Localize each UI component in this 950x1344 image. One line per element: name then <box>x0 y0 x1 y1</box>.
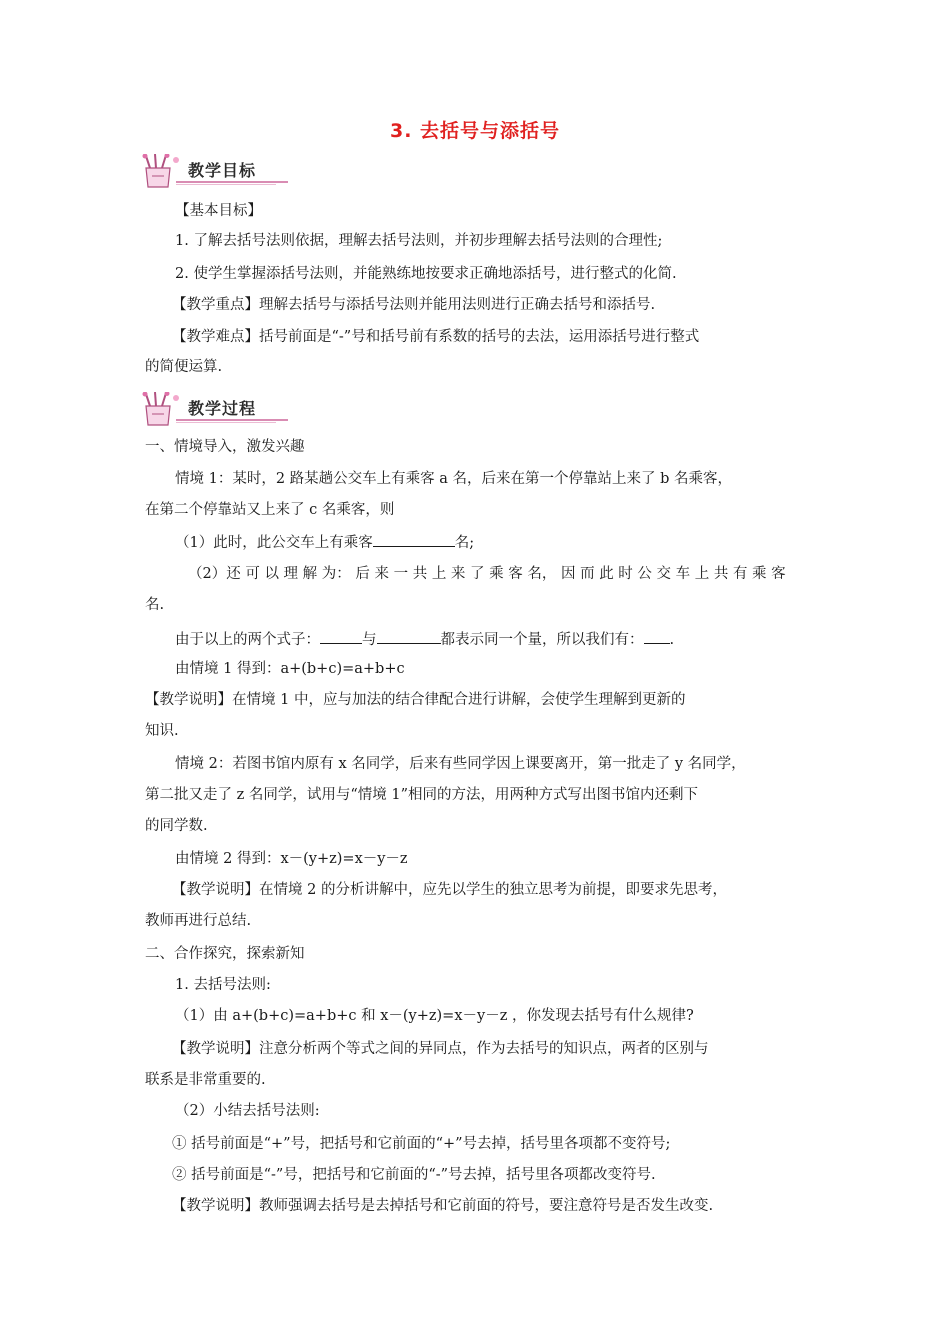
question1 <box>175 531 474 553</box>
section-label: 教学目标 <box>188 161 257 180</box>
note-text: 在情境 1 中，应与加法的结合律配合进行讲解，会使学生理解到更新的 <box>232 692 686 708</box>
scenario2-result: 由情境 2 得到：x－(y+z)=x－y－z <box>175 851 408 867</box>
note3 <box>172 1039 709 1059</box>
answer-blank <box>320 628 362 644</box>
q1-suffix: 名; <box>454 535 475 551</box>
page-title: 3. 去括号与添括号 <box>389 120 561 142</box>
scenario1-line1: 情境 1：某时，2 路某趟公交车上有乘客 a 名，后来在第一个停靠站上来了 b 名乘客， <box>175 471 733 487</box>
note-text: 在情境 2 的分析讲解中，应先以学生的独立思考为前提，即要求先思考， <box>259 882 727 898</box>
goal-item-1: 1. 了解去括号法则依据，理解去括号法则，并初步理解去括号法则的合理性; <box>175 233 663 249</box>
note-text: 教师强调去括号是去掉括号和它前面的符号，要注意符号是否发生改变. <box>259 1198 714 1214</box>
banner-underline-thin <box>176 184 276 185</box>
expr-prefix: 由于以上的两个式子： <box>175 632 320 648</box>
scenario1-result: 由情境 1 得到：a+(b+c)=a+b+c <box>175 661 405 677</box>
answer-blank <box>373 531 455 547</box>
note1-cont: 知识. <box>145 723 179 739</box>
note4 <box>172 1196 713 1216</box>
banner-underline-thin <box>176 422 276 423</box>
key-text: 理解去括号与添括号法则并能用法则进行正确去括号和添括号. <box>259 297 656 313</box>
note3-cont: 联系是非常重要的. <box>145 1072 266 1088</box>
key-label: 【教学重点】 <box>172 297 259 313</box>
answer-blank <box>377 628 441 644</box>
section-label: 教学过程 <box>188 399 257 418</box>
expr-mid1: 与 <box>362 632 377 648</box>
rule-question2: （2）小结去括号法则: <box>175 1103 320 1119</box>
scenario2-line1: 情境 2：若图书馆内原有 x 名同学，后来有些同学因上课要离开，第一批走了 y 名同学， <box>175 756 746 772</box>
rule-minus: ② 括号前面是“-”号，把括号和它前面的“-”号去掉，括号里各项都改变符号. <box>172 1167 656 1183</box>
difficult-point-cont: 的简便运算. <box>145 359 223 375</box>
rule-question1: （1）由 a+(b+c)=a+b+c 和 x－(y+z)=x－y－z ，你发现去括号有什么规律? <box>175 1008 694 1024</box>
expr-end: . <box>669 632 675 648</box>
note2 <box>172 880 727 900</box>
note-label: 【教学说明】 <box>172 882 259 898</box>
rule-plus: ① 括号前面是“+”号，把括号和它前面的“+”号去掉，括号里各项都不变符号; <box>172 1136 671 1152</box>
section-banner-process <box>140 392 290 428</box>
note-label: 【教学说明】 <box>172 1041 259 1057</box>
expr-mid2: 都表示同一个量，所以我们有： <box>440 632 644 648</box>
key-point <box>172 295 655 315</box>
banner-underline <box>176 419 288 421</box>
question2-line2: 名. <box>145 597 165 613</box>
hard-label: 【教学难点】 <box>172 329 259 345</box>
question2-line1: （2）还 可 以 理 解 为： 后 来 一 共 上 来 了 乘 客 名， 因 而 此 时 公 交 车 上 共 有 乘 客 <box>188 566 786 582</box>
part2-heading: 二、合作探究，探索新知 <box>145 946 305 962</box>
scenario2-line3: 的同学数. <box>145 818 208 834</box>
banner-underline <box>176 181 288 183</box>
difficult-point <box>172 327 699 347</box>
note2-cont: 教师再进行总结. <box>145 913 252 929</box>
note-label: 【教学说明】 <box>172 1198 259 1214</box>
rule-heading: 1. 去括号法则: <box>175 977 271 993</box>
note-label: 【教学说明】 <box>145 692 232 708</box>
section-banner-goals <box>140 154 290 190</box>
note-text: 注意分析两个等式之间的异同点，作为去括号的知识点，两者的区别与 <box>259 1041 709 1057</box>
answer-blank <box>644 628 670 644</box>
goal-item-2: 2. 使学生掌握添括号法则，并能熟练地按要求正确地添括号，进行整式的化简. <box>175 266 677 282</box>
hard-text: 括号前面是“-”号和括号前有系数的括号的去法，运用添括号进行整式 <box>259 329 700 345</box>
basic-goal-heading: 【基本目标】 <box>175 203 262 219</box>
part1-heading: 一、情境导入，激发兴趣 <box>145 439 305 455</box>
note1 <box>145 690 685 710</box>
scenario2-line2: 第二批又走了 z 名同学，试用与“情境 1”相同的方法，用两种方式写出图书馆内还剩下 <box>145 787 699 803</box>
scenario1-line2: 在第二个停靠站又上来了 c 名乘客，则 <box>145 502 395 518</box>
expression-line <box>175 628 674 650</box>
q1-prefix: （1）此时，此公交车上有乘客 <box>175 535 373 551</box>
